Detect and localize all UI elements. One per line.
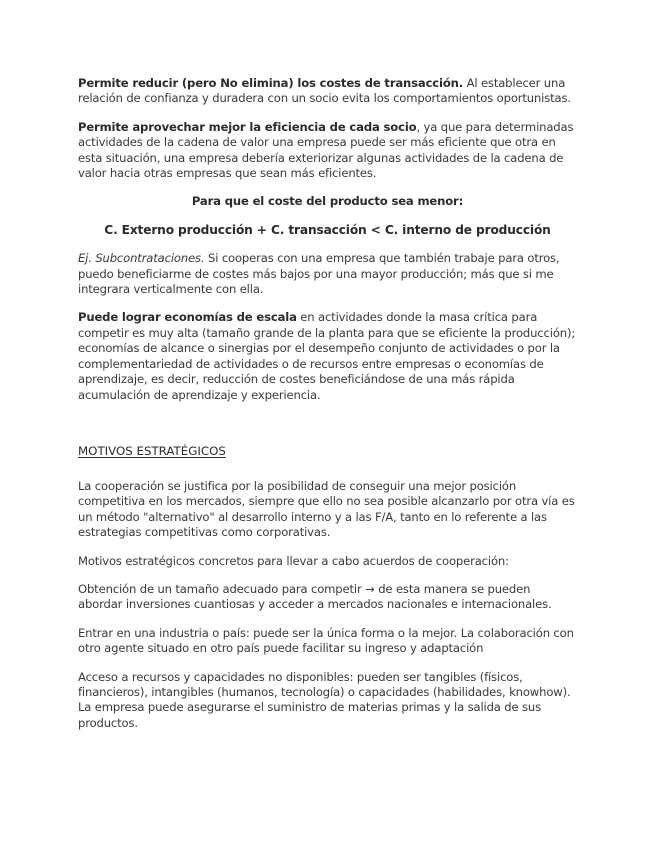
paragraph-size-motive: Obtención de un tamaño adecuado para competir → de esta manera se pueden abordar inversiones cuantiosas y acceder a mercados nacionales e internacionales. [78, 581, 552, 612]
paragraph-resources-motive: Acceso a recursos y capacidades no disponibles: pueden ser tangibles (físicos, financieros), intangibles (humanos, tecnología) o capacidades (habilidades, knowhow). La empresa puede asegurarse el suministro de materias primas y la salida de sus productos. [78, 669, 571, 730]
paragraph-bold-lead: Permite aprovechar mejor la eficiencia de cada socio [78, 119, 417, 134]
paragraph-bold-lead: Permite reducir (pero No elimina) los costes de transacción. [78, 76, 464, 90]
paragraph-economies-of-scale [78, 310, 577, 402]
paragraph-strategic-motives-intro: Motivos estratégicos concretos para llevar a cabo acuerdos de cooperación: [78, 553, 509, 568]
paragraph-body: Al establecer una relación de confianza y duradera con un socio evita los comportamientos oportunistas. [78, 76, 571, 106]
paragraph-body: Si cooperas con una empresa que también trabaje para otros, puedo beneficiarme de costes más bajos por una mayor producción; más que si me integrara verticalmente con ella. [78, 251, 560, 297]
paragraph-italic-lead: Ej. Subcontrataciones. [78, 251, 205, 266]
paragraph-transaction-costs [78, 76, 577, 107]
paragraph-subcontracting-example [78, 251, 577, 297]
centered-statement: Para que el coste del producto sea menor: [191, 194, 464, 209]
paragraph-body: en actividades donde la masa crítica para competir es muy alta (tamaño grande de la planta para que se eficiente la producción); economías de alcance o sinergias por el desempeño conjunto de actividades o por la complementariedad de actividades o de recursos entre empresas o economías de aprendizaje, es decir, reducción de costes beneficiándose de una más rápida acumulación de aprendizaje y experiencia. [78, 310, 576, 402]
cost-formula: C. Externo producción + C. transacción < C. interno de producción [104, 222, 551, 237]
paragraph-market-entry-motive: Entrar en una industria o país: puede ser la única forma o la mejor. La colaboración con otro agente situado en otro país puede facilitar su ingreso y adaptación [78, 625, 574, 656]
paragraph-body: , ya que para determinadas actividades de la cadena de valor una empresa puede ser más eficiente que otra en esta situación, una empresa debería exteriorizar algunas actividades de la cadena de valor hacia otras empresas que sean más eficientes. [78, 119, 574, 181]
paragraph-cooperation-justification: La cooperación se justifica por la posibilidad de conseguir una mejor posición competitiva en los mercados, siempre que ello no sea posible alcanzarlo por otra vía es un método "alternativo" al desarrollo interno y a las F/A, tanto en lo referente a las estrategias competitivas como corporativas. [78, 478, 575, 540]
paragraph-partner-efficiency [78, 120, 577, 182]
section-heading: MOTIVOS ESTRATÉGICOS [78, 443, 226, 458]
paragraph-bold-lead: Puede lograr economías de escala [78, 310, 297, 325]
